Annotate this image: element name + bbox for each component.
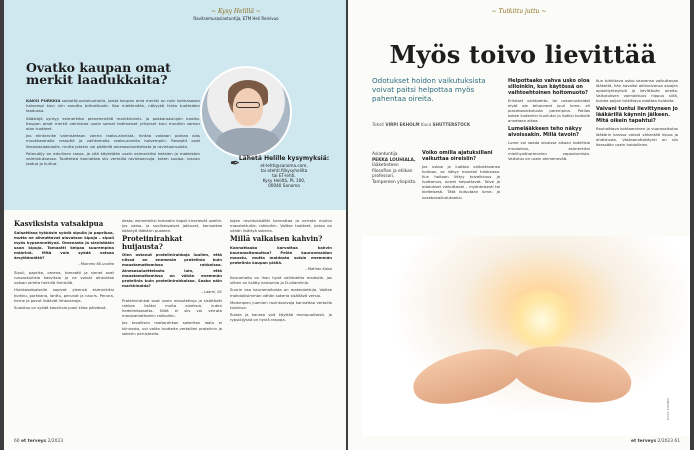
- column-signature: – Mathan Kaisa: [304, 267, 332, 272]
- column-paragraph: Proteiinirahkat ovat usein maustettuja ja sisältävät rahkan lisäksi muita aineksia, kuten hedelmäsosetta. Niitä ei siis voi verrata maustamattomiin rahkoihin.: [122, 298, 222, 319]
- page-number: 61: [674, 439, 680, 444]
- column-author: Ravitsemusasiantuntija, ETM Heli Reinivuo: [193, 16, 279, 21]
- column-paragraph: Suurin osa kauramaitoista on makeutettuja. Valitse mahdollisimman vähän sokeria sisältävä versio.: [230, 287, 332, 298]
- magazine-name: et terveys: [630, 439, 657, 444]
- column-signature: – Laarni, 61: [201, 289, 222, 294]
- column-lead: Olen ostanut proteiinirahkoja luullen, että niissä on enemmän proteiinia kuin maustamattomissa rahkoissa. Ainesosaluettelosta luin, että maustamattomissa on vähän enemmän proteiinia kuin proteiinirahkoissa. Saako näin markkinoida?: [122, 252, 222, 288]
- column-byline: [136, 8, 336, 21]
- article-title: Myös toivo lievittää: [389, 40, 657, 69]
- column-heading: Lumelääkkeen teho näkyy aivoissakin. Millä tavoin?: [508, 126, 582, 139]
- article-subhead: Odotukset hoidon vaikutuksista voivat paitsi helpottaa myös pahentaa oireita.: [372, 76, 486, 103]
- column-paragraph: Molempien juomien ravintoarvoja kannattaa vertailla toisiinsa.: [230, 299, 332, 310]
- send-questions-box: [238, 156, 330, 189]
- column-paragraph: Jos tavallisen maitorahkan sokeriton laatu ei kiinnosta, voi valita tuotteita vertaillen proteiinin ja sokerin perusteella.: [122, 320, 222, 336]
- glowing-hands-photo: [362, 236, 690, 436]
- article-column-b: [508, 78, 590, 164]
- right-hand: [508, 338, 635, 410]
- column-text: Erilaiset vaihtoehto- tai uskomushoidot eivät ole tehonneet juuri lume- eli placebovaikutusta parempina. Potilas kokee kuitenkin kuulluksi ja lisäksi hoidolle annetaan aikaa.: [508, 98, 590, 124]
- expert-caption: [372, 152, 418, 186]
- column-paragraph: Ruista ja kauraa voit käyttää monipuolisesti, ja rypsiöljyssä on hyviä rasvoja.: [230, 311, 332, 322]
- column-heading: Voiko omilla ajatuksillani vaikuttaa oireisiin?: [422, 150, 493, 162]
- column-text: desta, esimerkiksi tomaatin kapot kirvelevät useille. Jos vatsa- ja suolistovaivat jatkuvat, kannattaa kääntyä lääkärin puoleen.: [122, 218, 222, 234]
- article-column-1: [14, 218, 114, 312]
- page-number: 60: [14, 439, 20, 444]
- send-line: tai etehti.fi/kysyhelilta: [260, 167, 308, 173]
- question-paragraph: Jos elintarvike valmistetaan vaeria raaka-aineista, hintaa voidaan painaa alas muokkaamalla reseptiä ja vaihtamalla raaka-ainetta halvempiin. Reseptit ovat likeasiasiakkaalle, mutta jotakin voi päätellä ainesosaluettelosta ja ravintoarvoista.: [26, 133, 200, 149]
- column-text: Rauhoittava kohtaaminen ja vuorovaikutus lääkärin kanssa voivat vähentää kipua ja ahdistusta. Vastaanottokäynti on siis itsessään usein hoidollinen.: [596, 126, 678, 147]
- issue-number: 2/2023: [657, 439, 673, 444]
- column-heading: Proteiinirahkat huijausta?: [122, 234, 183, 251]
- box-lead: Salaattissa tykkäsin syödä sipulia ja paprikaa, mutta ne aiheuttavat alavatsan kipuja – sipuli myös kypsennettynä. Omenasta ja sienistäkin saan kipuja. Tomaatti kelpaa suurempina määrinä. Mitä voin syödä vatsaa ärsyttämättä?: [14, 229, 114, 260]
- caption-role: Asiantuntija: [372, 152, 398, 157]
- box-signature: – Mummo 60-vuotta: [77, 262, 114, 267]
- send-heading: Lähetä Helille kysymyksiä:: [238, 155, 330, 162]
- box-paragraph: Suositus on syödä kasviksia puoli kiloa päivässä.: [14, 304, 107, 310]
- right-page: [348, 0, 690, 450]
- question-paragraph: salaattijuustokuutioita, joista kaupan oma merkki on noin kolmasosan halvempi kuin niin sanottu brändituote. Saa miettimään, näkyykö hinta tuotteiden laadussa.: [26, 98, 200, 114]
- expert-portrait: [200, 66, 292, 158]
- column-text: Kun tutkittava uskoi saavansa vaikuttavaa lääkettä, hän havaitsi aktivoivansa aivojen opioidiyhteyksiä ja lievittävän oireita. Vaikutuksen voimakkuus riippuu siitä, kuinka paljon tutkittava odottaa hoidolta.: [596, 78, 678, 104]
- question-lead: KAKSI PURKKIA: [26, 98, 61, 103]
- magazine-name: et terveys: [21, 439, 47, 444]
- caption-text: lääketieteen filosofian ja etiikan professori, Tampereen yliopisto.: [372, 163, 417, 185]
- left-hand: [408, 339, 526, 412]
- column-paragraph: Kauramaito on ihan hyvä vaihtoehto maidolle, jos siihen on lisätty kalsiumia ja D-vitamiinia.: [230, 275, 332, 286]
- quill-icon: ✒: [230, 156, 241, 170]
- question-body: [26, 98, 200, 168]
- column-kicker: ~ Kysy Helillä ~: [211, 8, 261, 15]
- box-paragraph: Sipuli, paprika, omena, tomaatti ja sienet ovat runsaskuitisia kasviksia ja ne voivat aiheuttaa vatsan oireita herkillä ihmisillä.: [14, 270, 114, 286]
- credits-photo: SHUTTERSTOCK: [432, 122, 471, 127]
- photo-credit: KUVA: PIXABAY: [666, 397, 670, 420]
- left-page: [4, 0, 346, 450]
- question-paragraph: Säästöjä syntyy esimerkiksi pienemmällä markkinointi- ja pakkauskulujen kautta. Kaupan omat merkit valmistaa usein samat kotimaiset yritykset kuin muutkin saman alan tuotteet.: [26, 115, 200, 132]
- credits-text-label: Teksti: [372, 122, 385, 127]
- send-line: tai ET-lehti,: [272, 172, 296, 178]
- article-column-2: [122, 218, 222, 338]
- article-column-3: [230, 218, 332, 324]
- page-footer-left: [14, 439, 63, 444]
- article-credits: [372, 122, 512, 127]
- question-paragraph: Palmuöljy on edullinen rasva, ja sitä käytetään usein esimerkiksi keksien ja makeisten valmistuksessa. Tuotteista kannattaa siis vertailla ravintoarvoja, kuten suolaa, rasvan laatua ja kuitua.: [26, 150, 200, 167]
- send-line: Kysy Heliltä, PL 100,: [262, 178, 306, 184]
- column-text: kojen ravintosisällöt kannattaa ja verrata muihin maustettuihin rahkoihin. Valitse tuotteet, joissa on vähän lisättyä sokeria.: [230, 218, 332, 234]
- article-column-c: [596, 78, 678, 150]
- column-text: Lume voi saada aivoissa aikaan todellisia muutoksia, esimerkiksi mielihyvähormonien vapautumista. Vaikutus on usein ohimenevää.: [508, 140, 590, 161]
- column-heading: Helpottaako vahva usko oloa silloinkin, kun käytössä on vaihtoehtoinen hoitomuoto?: [508, 78, 590, 96]
- box-paragraph: Hiukkavatsaiselle sopivat yleensä esimerkiksi kurkku, porkkana, lanttu, perunat ja nauris. Peruna, herne ja pavut lisäävät ilmavaivoja.: [14, 287, 114, 303]
- article-kicker: ~ Tutkittu juttu ~: [491, 8, 547, 15]
- caption-name: PEKKA LOUHIALA,: [372, 157, 416, 163]
- box-title: Kasviksista vatsakipua: [14, 219, 104, 228]
- column-lead: Kannattaako korvattaa kahvin kauramaitomaitoa? Pelän kauranmaidon maustu, mutta maidosta saisin enemmän proteiinia kaupan piällä.: [230, 244, 332, 266]
- send-line: 00040 Sanoma: [268, 183, 300, 189]
- light-glow: [502, 292, 582, 348]
- column-text: Jos uskoo ja luottaa vaikuttavansa hoitoon, se näkyy monesti tuloksissa. Kun hoitoon liittyy toiveikkuus ja luottamus, oireet helpottavat. Toive ja odotukset vaikuttavat – myönteisesti tai kielteisesti. Tätä kutsutaan lume- ja nosebovaikutukseksi.: [422, 164, 500, 200]
- page-footer-right: [631, 439, 680, 444]
- column-heading: Millä valkaisen kahvin?: [230, 234, 323, 244]
- credits-author: VIRPI EKHOLM: [385, 122, 420, 127]
- issue-number: 2/2023: [47, 439, 64, 444]
- column-heading: Vaivani tuntui lievittyneen jo lääkärillä käynnin jälkeen. Mitä oikein tapahtui?: [596, 106, 678, 125]
- article-column-a: [422, 150, 500, 203]
- send-line: et-lehti@sanoma.com,: [260, 162, 308, 168]
- question-title: Ovatko kaupan omat merkit laadukkaita?: [26, 60, 171, 87]
- credits-photo-label: Kuva: [420, 122, 432, 127]
